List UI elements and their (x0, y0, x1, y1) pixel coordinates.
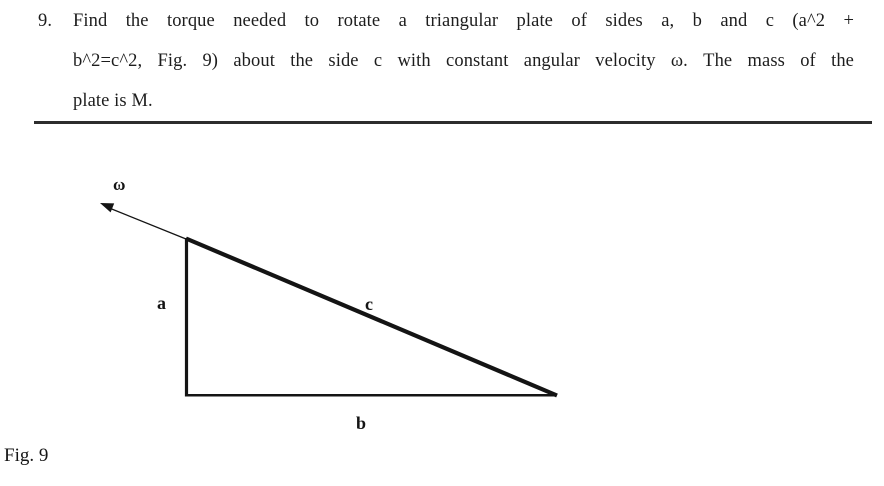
figure-caption: Fig. 9 (4, 445, 49, 466)
label-omega: ω (113, 175, 126, 194)
label-side-b: b (356, 413, 367, 433)
label-side-a: a (157, 293, 166, 313)
problem-text-line: b^2=c^2, Fig. 9) about the side c with constant angular velocity ω. The mass of the (73, 51, 854, 71)
problem-text-line: Find the torque needed to rotate a triangular plate of sides a, b and c (a^2 + (73, 11, 854, 31)
problem-number: 9. (38, 11, 53, 31)
problem-text-line: plate is M. (73, 91, 153, 111)
omega-arrowhead (100, 203, 114, 212)
label-side-c: c (365, 294, 373, 314)
triangle-side-c-line (186, 239, 557, 396)
omega-arrow-shaft (108, 208, 186, 240)
